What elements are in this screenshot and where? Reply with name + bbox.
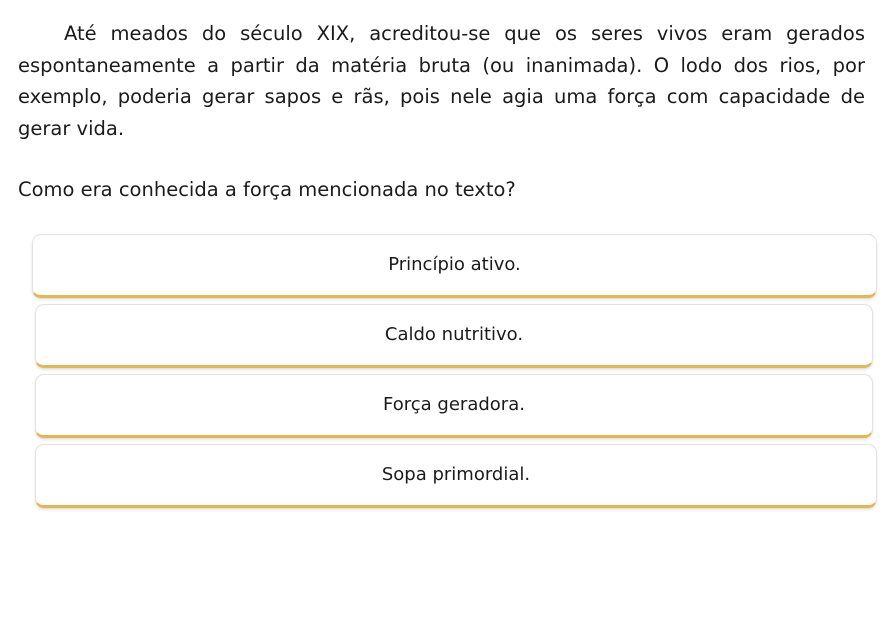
answer-option-3[interactable]: [35, 374, 873, 438]
answer-option-label: Sopa primordial.: [381, 463, 531, 485]
answer-option-label: Caldo nutritivo.: [384, 323, 524, 345]
answer-option-1[interactable]: [32, 234, 877, 298]
passage-text: Até meados do século XIX, acreditou-se que os seres vivos eram gerados espontaneamente a partir da matéria bruta (ou inanimada). O lodo dos rios, por exemplo, poderia gerar sapos e rãs, pois nele agia uma força com capacidade de gerar vida.: [18, 22, 865, 140]
answer-option-2[interactable]: [35, 304, 873, 368]
answer-option-label: Princípio ativo.: [388, 253, 521, 275]
answer-options-list: [18, 234, 865, 514]
answer-option-label: Força geradora.: [383, 393, 525, 415]
answer-option-4[interactable]: [35, 444, 877, 508]
question-text: Como era conhecida a força mencionada no texto?: [18, 178, 516, 202]
